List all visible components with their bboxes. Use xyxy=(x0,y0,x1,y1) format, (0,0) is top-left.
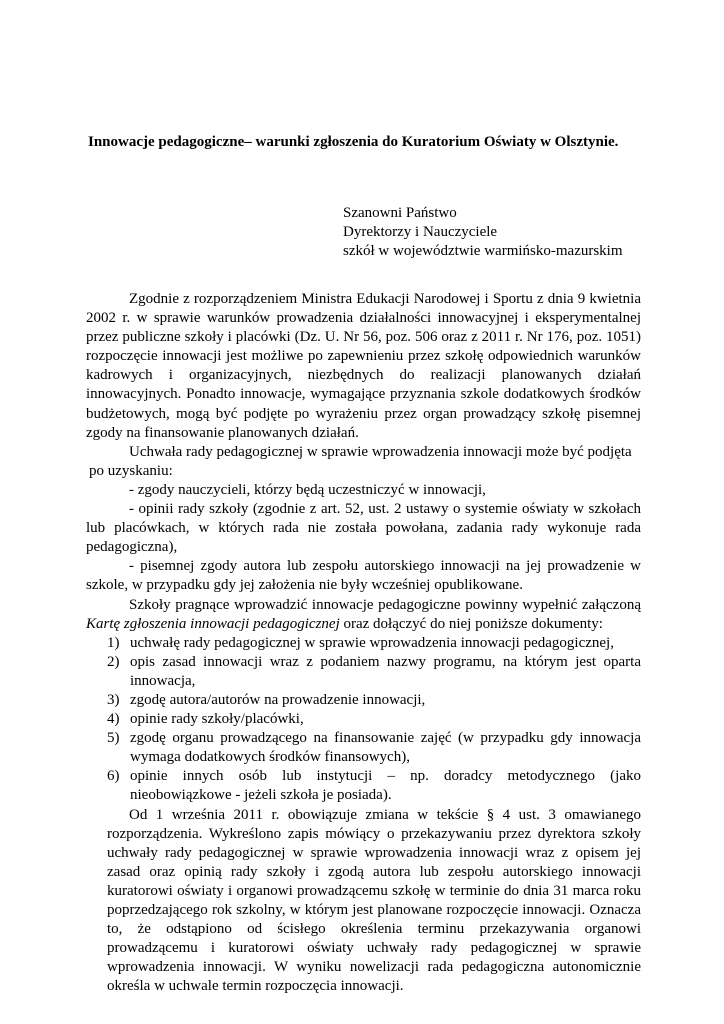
list-item: 3) zgodę autora/autorów na prowadzenie innowacji, xyxy=(107,691,426,708)
documents-intro-end: oraz dołączyć do niej poniższe dokumenty: xyxy=(343,615,603,632)
documents-list xyxy=(86,634,641,806)
requirement-item: - zgody nauczycieli, którzy będą uczestniczyć w innowacji, xyxy=(129,481,486,498)
list-item: 2) opis zasad innowacji wraz z podaniem nazwy programu, na którym jest oparta innowacja, xyxy=(107,653,641,689)
paragraph-resolution: Uchwała rady pedagogicznej w sprawie wprowadzenia innowacji może być podjęta xyxy=(129,443,632,460)
documents-intro: Szkoły pragnące wprowadzić innowacje pedagogiczne powinny wypełnić załączoną xyxy=(129,596,641,613)
address-line: Szanowni Państwo xyxy=(343,205,457,221)
list-item: 4) opinie rady szkoły/placówki, xyxy=(107,711,304,728)
paragraph-regulation: Zgodnie z rozporządzeniem Ministra Edukacji Narodowej i Sportu z dnia 9 kwietnia 2002 r. w sprawie warunków prowadzenia działalności innowacyjnej i eksperymentalnej przez publiczne szkoły i placówki (Dz. U. Nr 56, poz. 506 oraz z 2011 r. Nr 176, poz. 1051) rozpoczęcie innowacji jest możliwe po zapewnieniu przez szkołę odpowiednich warunków kadrowych i organizacyjnych, niezbędnych do realizacji planowanych działań innowacyjnych. Ponadto innowacje, wymagające przyznania szkole dodatkowych środków budżetowych, mogą być podjęte po wyrażeniu przez organ prowadzący szkołę pisemnej zgody na finansowanie planowanych działań. xyxy=(86,291,641,441)
form-title: Kartę zgłoszenia innowacji pedagogicznej xyxy=(86,615,340,632)
list-item: 6) opinie innych osób lub instytucji – np. doradcy metodycznego (jako nieobowiązkowe - jeżeli szkoła je posiada). xyxy=(107,768,641,804)
paragraph-resolution-cont: po uzyskaniu: xyxy=(89,462,173,479)
list-item: 5) zgodę organu prowadzącego na finansowanie zajęć (w przypadku gdy innowacja wymaga dodatkowych środków finansowych), xyxy=(107,730,641,766)
requirement-item: - pisemnej zgody autora lub zespołu autorskiego innowacji na jej prowadzenie w szkole, w przypadku gdy jej założenia nie były wcześniej opublikowane. xyxy=(86,558,641,594)
list-item: 1) uchwałę rady pedagogicznej w sprawie wprowadzenia innowacji pedagogicznej, xyxy=(107,634,614,651)
paragraph-amendment: Od 1 września 2011 r. obowiązuje zmiana w tekście § 4 ust. 3 omawianego rozporządzenia. Wykreślono zapis mówiący o przekazywaniu przez dyrektora szkoły uchwały rady pedagogicznej w sprawie wprowadzenia innowacji wraz z opisem jej zasad oraz opinią rady szkoły i zgodą autora lub zespołu autorskiego innowacji kuratorowi oświaty i organowi prowadzącemu szkołę w terminie do dnia 31 marca roku poprzedzającego rok szkolny, w którym jest planowane rozpoczęcie innowacji. Oznacza to, że odstąpiono od ścisłego określenia terminu przekazywania organowi prowadzącemu i kuratorowi oświaty uchwały rady pedagogicznej w sprawie wprowadzenia innowacji. W wyniku nowelizacji rada pedagogiczna autonomicznie określa w uchwale termin rozpoczęcia innowacji. xyxy=(107,806,641,995)
address-line: Dyrektorzy i Nauczyciele xyxy=(343,224,498,240)
paragraph-documents xyxy=(86,596,641,634)
address-block xyxy=(343,204,623,261)
document-body xyxy=(86,290,641,996)
document-title: Innowacje pedagogiczne– warunki zgłoszenia do Kuratorium Oświaty w Olsztynie. xyxy=(88,134,619,150)
requirement-item: - opinii rady szkoły (zgodnie z art. 52, ust. 2 ustawy o systemie oświaty w szkołach lub placówkach, w których rada nie została powołana, zadania rady wykonuje rada pedagogiczna), xyxy=(86,501,641,556)
address-line: szkół w województwie warmińsko-mazurskim xyxy=(343,243,623,259)
